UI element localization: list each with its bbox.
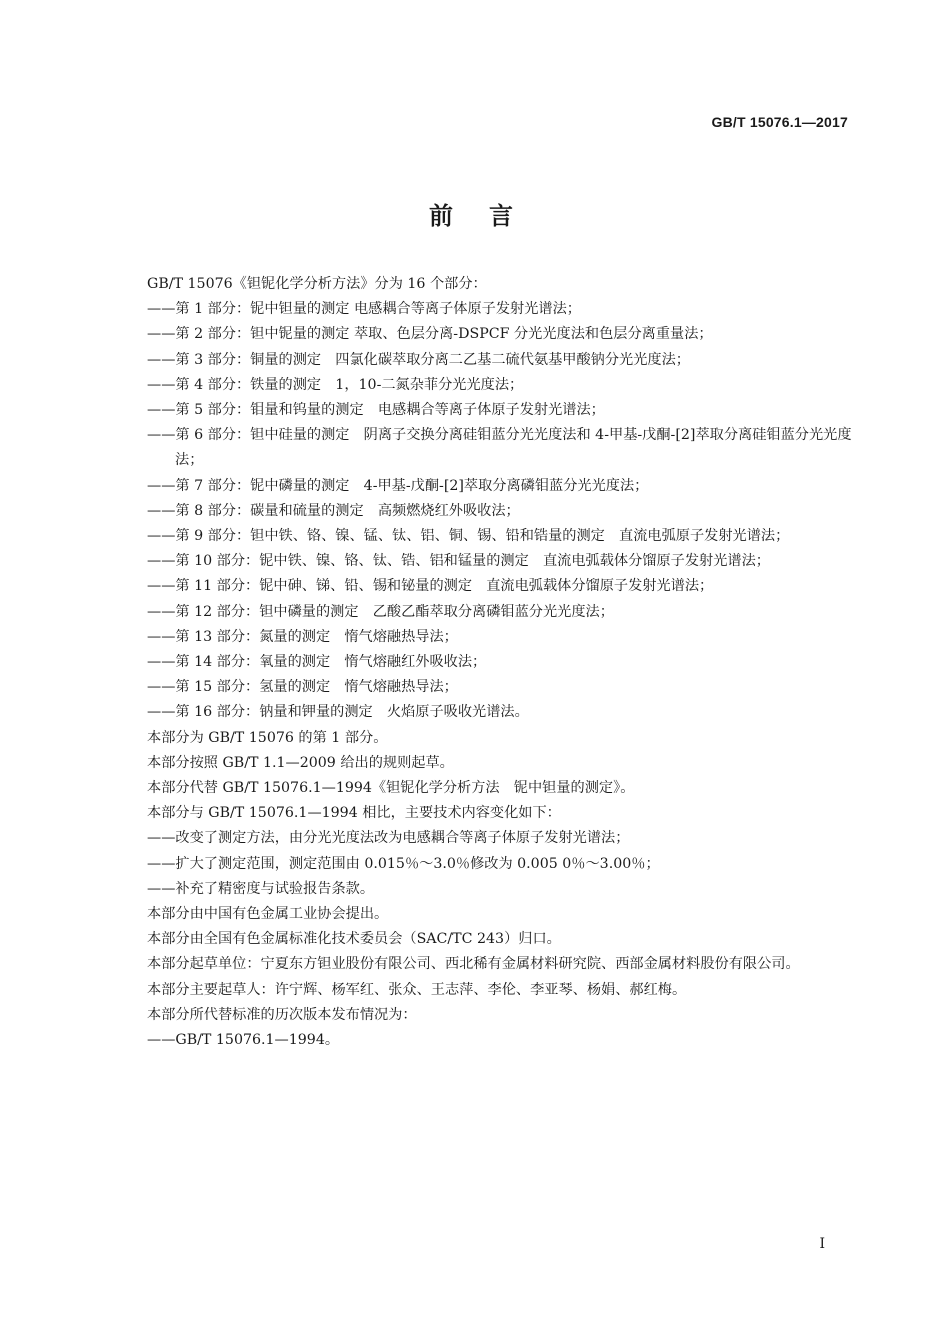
part-list-item: ——第 4 部分：铁量的测定 1，10-二氮杂菲分光光度法； [147,376,524,393]
document-body [112,272,852,1053]
body-paragraph: 本部分由中国有色金属工业协会提出。 [147,906,389,923]
body-paragraph: 本部分按照 GB/T 1.1—2009 给出的规则起草。 [147,754,454,771]
page-number: Ⅰ [819,1236,825,1252]
part-list-item: ——第 14 部分：氧量的测定 惰气熔融红外吸收法； [147,654,487,671]
body-paragraph: 本部分与 GB/T 15076.1—1994 相比，主要技术内容变化如下： [147,805,561,822]
part-list-item: ——第 13 部分：氮量的测定 惰气熔融热导法； [147,628,458,645]
part-list-item: ——第 2 部分：钽中铌量的测定 萃取、色层分离-DSPCF 分光光度法和色层分离重量法； [147,326,713,343]
part-list-item: ——第 3 部分：铜量的测定 四氯化碳萃取分离二乙基二硫代氨基甲酸钠分光光度法； [147,351,690,368]
part-list-item: ——第 5 部分：钼量和钨量的测定 电感耦合等离子体原子发射光谱法； [147,402,605,419]
body-paragraph: 本部分所代替标准的历次版本发布情况为： [147,1006,417,1023]
change-list-item: ——改变了测定方法，由分光光度法改为电感耦合等离子体原子发射光谱法； [147,830,630,847]
change-list-item: ——补充了精密度与试验报告条款。 [147,880,375,897]
body-paragraph: 本部分为 GB/T 15076 的第 1 部分。 [147,729,388,746]
change-list-item: ——扩大了测定范围，测定范围由 0.015％～3.0％修改为 0.005 0％～3.00％； [147,855,660,872]
page-title: 前言 [429,202,549,230]
drafters-paragraph: 本部分主要起草人：许宁辉、杨军红、张众、王志萍、李伦、李亚琴、杨娟、郝红梅。 [147,981,687,998]
body-paragraph: 本部分由全国有色金属标准化技术委员会（SAC/TC 243）归口。 [147,931,561,948]
part-list-item: ——第 15 部分：氢量的测定 惰气熔融热导法； [147,679,458,696]
intro-paragraph: GB/T 15076《钽铌化学分析方法》分为 16 个部分： [147,276,487,292]
history-list-item: ——GB/T 15076.1—1994。 [147,1032,340,1049]
standard-number: GB/T 15076.1—2017 [711,114,848,130]
part-list-item: ——第 16 部分：钠量和钾量的测定 火焰原子吸收光谱法。 [147,704,529,721]
part-list-item: ——第 1 部分：铌中钽量的测定 电感耦合等离子体原子发射光谱法； [147,301,581,318]
part-list-item: ——第 11 部分：铌中砷、锑、铅、锡和铋量的测定 直流电弧载体分馏原子发射光谱法； [147,578,714,595]
part-list-item: ——第 12 部分：钽中磷量的测定 乙酸乙酯萃取分离磷钼蓝分光光度法； [147,603,614,620]
part-list-item: ——第 6 部分：钽中硅量的测定 阴离子交换分离硅钼蓝分光光度法和 4-甲基-戊酮-[2]萃取分离硅钼蓝分光光度法； [147,427,852,469]
part-list-item: ——第 7 部分：铌中磷量的测定 4-甲基-戊酮-[2]萃取分离磷钼蓝分光光度法； [147,477,649,494]
body-paragraph: 本部分代替 GB/T 15076.1—1994《钽铌化学分析方法 铌中钽量的测定》。 [147,780,635,797]
part-list-item: ——第 10 部分：铌中铁、镍、铬、钛、锆、铝和锰量的测定 直流电弧载体分馏原子发射光谱法； [147,553,770,570]
drafting-units-paragraph: 本部分起草单位：宁夏东方钽业股份有限公司、西北稀有金属材料研究院、西部金属材料股份有限公司。 [147,956,800,973]
part-list-item: ——第 9 部分：钽中铁、铬、镍、锰、钛、铝、铜、锡、铅和锆量的测定 直流电弧原子发射光谱法； [147,528,790,545]
part-list-item: ——第 8 部分：碳量和硫量的测定 高频燃烧红外吸收法； [147,502,520,519]
